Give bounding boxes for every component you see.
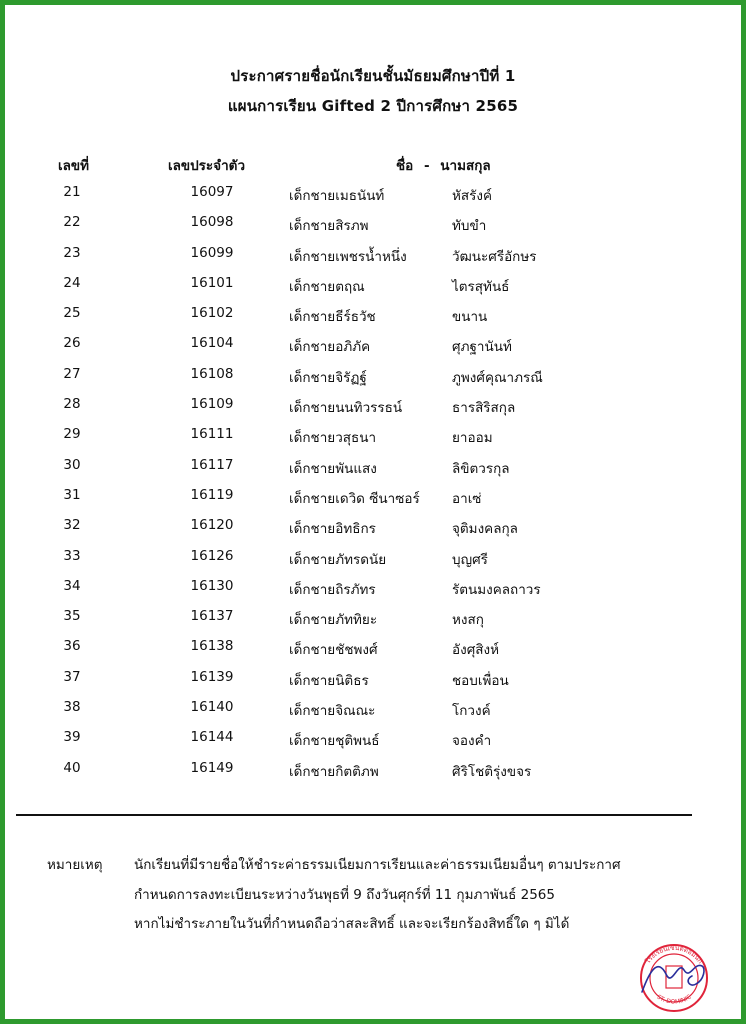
row-last-name: ขนาน	[452, 309, 488, 326]
row-number: 27	[63, 365, 81, 382]
table-row	[0, 760, 746, 790]
row-student-id: 16149	[190, 759, 234, 776]
header-name: ชื่อ - นามสกุล	[396, 158, 491, 174]
row-first-name: เด็กชายนิติธร	[289, 672, 369, 689]
row-last-name: ธารสิริสกุล	[452, 400, 516, 417]
note-line-2: กำหนดการลงทะเบียนระหว่างวันพุธที่ 9 ถึงวันศุกร์ที่ 11 กุมภาพันธ์ 2565	[134, 887, 555, 903]
row-last-name: รัตนมงคลถาวร	[452, 581, 541, 598]
row-number: 25	[63, 305, 81, 322]
table-row	[0, 426, 746, 456]
row-student-id: 16097	[190, 184, 234, 200]
table-row	[0, 729, 746, 759]
row-number: 23	[63, 244, 81, 261]
header-number: เลขที่	[58, 158, 90, 174]
row-student-id: 16137	[190, 608, 234, 625]
row-first-name: เด็กชายอภิภัค	[289, 339, 371, 356]
seal-inner-ring	[650, 954, 698, 1002]
row-student-id: 16126	[190, 547, 234, 564]
row-last-name: หงสกุ	[452, 612, 484, 629]
row-number: 38	[63, 699, 81, 716]
row-last-name: อังศุสิงห์	[452, 642, 499, 659]
row-number: 32	[63, 517, 81, 534]
row-first-name: เด็กชายเมธนันท์	[289, 188, 385, 204]
row-student-id: 16099	[190, 244, 234, 261]
row-first-name: เด็กชายเพชรน้ำหนึ่ง	[289, 248, 407, 265]
table-row	[0, 396, 746, 426]
row-last-name: โกวงค์	[452, 703, 491, 720]
table-row	[0, 245, 746, 275]
row-number: 35	[63, 608, 81, 625]
row-number: 28	[63, 396, 81, 413]
row-student-id: 16102	[190, 305, 234, 322]
school-seal-icon	[632, 940, 716, 1012]
row-last-name: ภูพงศ์คุณาภรณี	[452, 369, 543, 386]
row-number: 30	[63, 456, 81, 473]
table-row	[0, 305, 746, 335]
row-first-name: เด็กชายสิรภพ	[289, 218, 369, 235]
note-line-1: นักเรียนที่มีรายชื่อให้ชำระค่าธรรมเนียมการเรียนและค่าธรรมเนียมอื่นๆ ตามประกาศ	[134, 857, 621, 873]
row-first-name: เด็กชายถิรภัทร	[289, 581, 376, 598]
row-first-name: เด็กชายภัททิยะ	[289, 612, 378, 629]
row-first-name: เด็กชายภัทรดนัย	[289, 551, 387, 568]
row-last-name: ชอบเพื่อน	[452, 672, 509, 689]
row-number: 34	[63, 577, 81, 594]
row-student-id: 16139	[190, 668, 234, 685]
row-student-id: 16098	[190, 214, 234, 231]
table-row	[0, 669, 746, 699]
row-last-name: หัสรังค์	[452, 188, 493, 204]
note-line-3: หากไม่ชำระภายในวันที่กำหนดถือว่าสละสิทธิ์ และจะเรียกร้องสิทธิ์ใด ๆ มิได้	[134, 916, 570, 932]
row-student-id: 16120	[190, 517, 234, 534]
row-student-id: 16119	[190, 486, 234, 503]
row-number: 39	[63, 729, 81, 746]
row-last-name: ลิขิตวรกุล	[452, 460, 510, 477]
row-first-name: เด็กชายตฤณ	[289, 278, 365, 295]
table-row	[0, 487, 746, 517]
page-title: ประกาศรายชื่อนักเรียนชั้นมัธยมศึกษาปีที่ 1	[230, 67, 516, 85]
table-row	[0, 214, 746, 244]
row-first-name: เด็กชายจิณณะ	[289, 703, 376, 720]
table-row	[0, 275, 746, 305]
row-number: 21	[63, 184, 81, 200]
row-first-name: เด็กชายพันแสง	[289, 460, 377, 477]
row-number: 37	[63, 668, 81, 685]
table-row	[0, 578, 746, 608]
table-row	[0, 548, 746, 578]
row-student-id: 16140	[190, 699, 234, 716]
seal-bottom-text: ST. DOMINIC	[655, 993, 693, 1006]
row-student-id: 16104	[190, 335, 234, 352]
row-student-id: 16130	[190, 577, 234, 594]
row-first-name: เด็กชายชัชพงศ์	[289, 642, 378, 659]
row-first-name: เด็กชายธีร์ธวัช	[289, 309, 376, 326]
divider-line	[16, 814, 692, 816]
table-row	[0, 457, 746, 487]
row-last-name: จองคำ	[452, 733, 492, 750]
row-last-name: บุญศรี	[452, 551, 488, 568]
table-row	[0, 699, 746, 729]
row-student-id: 16109	[190, 396, 234, 413]
row-first-name: เด็กชายนนทิวรรธน์	[289, 400, 403, 417]
row-first-name: เด็กชายชุติพนธ์	[289, 733, 380, 750]
row-number: 22	[63, 214, 81, 231]
student-list	[0, 184, 746, 790]
row-student-id: 16117	[190, 456, 234, 473]
row-last-name: ศุภฐานันท์	[452, 339, 512, 356]
seal-top-text: โรงเรียนเซนต์ดอมินิก	[643, 943, 705, 966]
row-last-name: ยาออม	[452, 430, 493, 447]
row-student-id: 16144	[190, 729, 234, 746]
row-first-name: เด็กชายจิรัฏฐ์	[289, 369, 367, 386]
table-row	[0, 335, 746, 365]
row-last-name: จุติมงคลกุล	[452, 521, 518, 538]
row-number: 24	[63, 274, 81, 291]
note-label: หมายเหตุ	[47, 857, 103, 873]
table-row	[0, 608, 746, 638]
row-student-id: 16111	[190, 426, 234, 443]
table-row	[0, 638, 746, 668]
page-subtitle: แผนการเรียน Gifted 2 ปีการศึกษา 2565	[227, 97, 519, 115]
row-number: 31	[63, 486, 81, 503]
row-number: 40	[63, 759, 81, 776]
table-row	[0, 366, 746, 396]
row-number: 29	[63, 426, 81, 443]
row-last-name: ศิริโชติรุ่งขจร	[452, 763, 532, 780]
row-last-name: อาเซ่	[452, 490, 482, 507]
row-first-name: เด็กชายอิทธิกร	[289, 521, 376, 538]
row-last-name: ทับขำ	[452, 218, 487, 235]
table-row	[0, 184, 746, 214]
row-student-id: 16108	[190, 365, 234, 382]
row-last-name: ไตรสุทันธ์	[452, 278, 510, 295]
row-student-id: 16101	[190, 274, 234, 291]
row-first-name: เด็กชายวสุธนา	[289, 430, 377, 447]
row-number: 36	[63, 638, 81, 655]
row-first-name: เด็กชายเดวิด ซีนาซอร์	[289, 490, 420, 507]
row-number: 26	[63, 335, 81, 352]
row-number: 33	[63, 547, 81, 564]
table-row	[0, 517, 746, 547]
row-student-id: 16138	[190, 638, 234, 655]
row-last-name: วัฒนะศรีอักษร	[452, 248, 537, 265]
row-first-name: เด็กชายกิตติภพ	[289, 763, 379, 780]
header-student-id: เลขประจำตัว	[168, 158, 246, 174]
